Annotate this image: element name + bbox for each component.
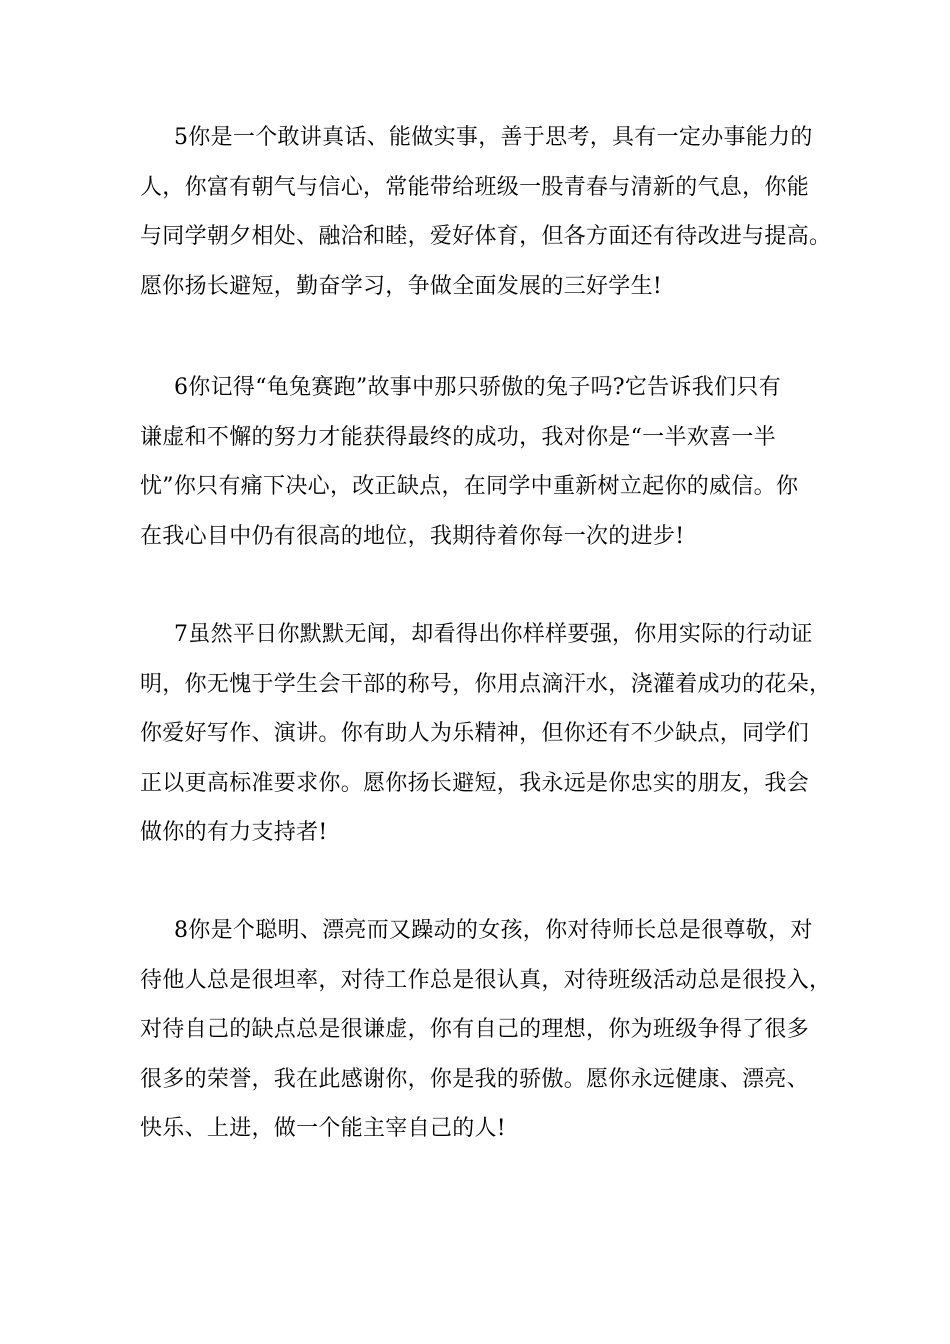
paragraph-line: 快乐、上进，做一个能主宰自己的人! (140, 1116, 506, 1141)
paragraph-line: 忧”你只有痛下决心，改正缺点，在同学中重新树立起你的威信。你 (140, 474, 799, 499)
paragraph-line: 正以更高标准要求你。愿你扬长避短，我永远是你忠实的朋友，我会 (140, 770, 810, 796)
paragraph-line: 很多的荣誉，我在此感谢你，你是我的骄傲。愿你永远健康、漂亮、 (140, 1066, 810, 1092)
paragraph-line: 做你的有力支持者! (140, 820, 328, 845)
paragraph-8 (140, 906, 830, 1154)
paragraph-line: 6你记得“龟兔赛跑”故事中那只骄傲的兔子吗?它告诉我们只有 (174, 375, 781, 400)
paragraph-line: 人，你富有朝气与信心，常能带给班级一股青春与清新的气息，你能 (140, 174, 810, 200)
paragraph-line: 待他人总是很坦率，对待工作总是很认真，对待班级活动总是很投入， (140, 967, 832, 993)
paragraph-line: 与同学朝夕相处、融洽和睦，爱好体育，但各方面还有待改进与提高。 (140, 224, 832, 249)
paragraph-line: 对待自己的缺点总是很谦虚，你有自己的理想，你为班级争得了很多 (140, 1017, 810, 1042)
paragraph-5 (140, 113, 830, 311)
paragraph-line: 你爱好写作、演讲。你有助人为乐精神，但你还有不少缺点，同学们 (140, 721, 810, 746)
paragraph-line: 5你是一个敢讲真话、能做实事，善于思考，具有一定办事能力的 (174, 125, 813, 150)
paragraph-line: 愿你扬长避短，勤奋学习，争做全面发展的三好学生! (140, 273, 663, 299)
paragraph-7 (140, 610, 830, 858)
paragraph-line: 8你是个聪明、漂亮而又躁动的女孩，你对待师长总是很尊敬，对 (174, 918, 813, 943)
paragraph-line: 明，你无愧于学生会干部的称号，你用点滴汗水，浇灌着成功的花朵， (140, 671, 832, 697)
paragraph-6 (140, 363, 830, 561)
paragraph-line: 7虽然平日你默默无闻，却看得出你样样要强，你用实际的行动证 (174, 622, 813, 647)
paragraph-line: 谦虚和不懈的努力才能获得最终的成功，我对你是“一半欢喜一半 (140, 424, 776, 450)
paragraph-line: 在我心目中仍有很高的地位，我期待着你每一次的进步! (140, 523, 685, 549)
